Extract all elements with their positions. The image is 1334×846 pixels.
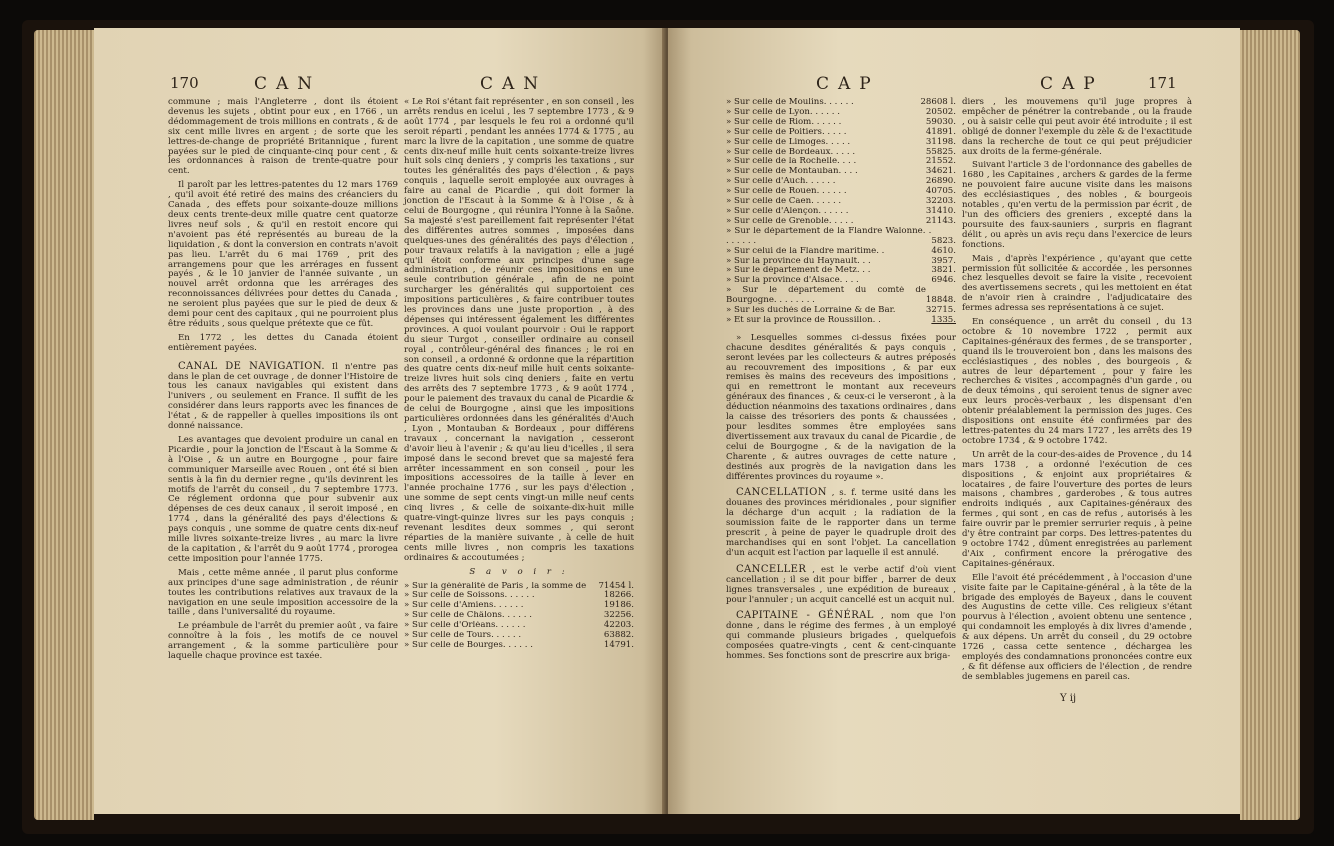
tax-entry: » Sur la province du Haynault. . . 3957. [726,255,956,266]
right-page-edges [1240,30,1300,820]
tax-list-left [404,582,634,651]
paragraph: En conséquence , un arrêt du conseil , du 13 octobre & 10 novembre 1722 , permit aux Capitaines-généraux des fermes , de se transporter , quand ils le trouveroient bon , dans les maisons des ecclésiastiques , des nobles , des bourgeois , & autres de leur département , pour y faire les recherches & visites , accompagnés d'un garde , ou de deux témoins , qui seroient tenus de signer avec eux leurs procès-verbaux , les dispensant d'en obtenir préalablement la permission des juges. Ces dispositions ont ensuite été confirmées par des lettres-patentes du 24 mars 1727 , les arrêts des 19 octobre 1734 , & 9 octobre 1742. [962,317,1192,446]
tax-entry: » Sur les duchés de Lorraine & de Bar. 32715. [726,305,956,316]
tax-entry: » Sur celle d'Auch. . . . . . 26890. [726,176,956,187]
paragraph: Le préambule de l'arrêt du premier août , va faire connoître à la fois , les motifs de ce nouvel arrangement , & la somme particulière pour laquelle chaque province est taxée. [168,621,398,662]
tax-entry: » Et sur la province de Roussillon. . 1335. [726,314,956,325]
paragraph: Il n'entre pas dans le plan de cet ouvrage , de donner l'Histoire de tous les canaux navigables qui existent dans l'univers , ou seulement en France. Il suffit de les considérer dans leurs rapports avec les finances de l'état , & de rappeller à quelles impositions ils ont donné naissance. [168,361,399,432]
entry-heading-cancellation: CANCELLATION [736,487,827,499]
running-head-right-1: CAP [816,74,880,94]
left-page [94,28,666,814]
paragraph: Un arrêt de la cour-des-aides de Provence , du 14 mars 1738 , a ordonné l'exécution de ces dispositions , & enjoint aux propriétaires & locataires , de faire l'ouverture des portes de leurs maisons , chambres , garderobes , & tous autres endroits indiqués , aux Capitaines-généraux des fermes , qui sont , en cas de refus , autorisés à les faire ouvrir par le premier serrurier requis , à peine d'y être contraint par corps. Des lettres-patentes du 9 octobre 1742 , dûment enregistrées au parlement d'Aix , confirment encore la prérogative des Capitaines-généraux. [962,449,1192,569]
running-head-right-2: CAP [1040,74,1104,94]
tax-entry: » Sur celle d'Alençon. . . . . . 31410. [726,205,956,216]
right-column-2 [962,98,1192,687]
entry-heading-canceller: CANCELLER [736,563,807,575]
paragraph: commune ; mais l'Angleterre , dont ils étoient devenus les sujets , obtint pour eux , en 1766 , un dédommagement de trois millions en contrats , & de six cent mille livres en argent ; de sorte que les lettres-de-change de propriété Britannique , furent payées sur le pied de cinquante-cinq pour cent , & les ordonnances à raison de trente-quatre pour cent. [168,97,398,177]
paragraph: Mais , d'après l'expérience , qu'ayant que cette permission fût sollicitée & accordée , les personnes chez lesquelles devoit se faire la visite , recevoient des avertissemens secrets , qui les mettoient en état de n'avoir rien à craindre , l'adjudicataire des fermes adressa ses représentations à ce sujet. [962,253,1192,314]
tax-entry: » Sur celui de la Flandre maritime. . 4610. [726,245,956,256]
tax-list-right [726,98,956,326]
tax-entry: » Sur la généralité de Paris , la somme de 71454 l. [404,580,634,591]
tax-entry: » Sur celle de Bourges. . . . . . 14791. [404,639,634,650]
entry-canal [168,362,398,432]
tax-entry: » Sur celle de Poitiers. . . . . 41891. [726,126,956,137]
running-head-left-1: CAN [254,74,322,94]
paragraph: diers , les mouvemens qu'il juge propres à empêcher de pénétrer la contrebande , ou la fraude , ou à saisir celle qui peut avoir été introduite ; il est obligé de donner l'exemple du zèle & de l'exactitude dans la recherche de tout ce qui peut préjudicier aux droits de la ferme-générale. [962,97,1192,157]
entry-capitaine-general: CAPITAINE - GÉNÉRAL , nom que l'on donne , dans le régime des fermes , à un employé qui commande plusieurs brigades , quelquefois composées quatre-vingts , cent & cent-cinquante hommes. Ses fonctions sont de prescrire aux briga- [726,610,957,662]
left-page-edges [34,30,94,820]
tax-entry: » Sur celle de Limoges. . . . . 31198. [726,136,956,147]
running-head-left-2: CAN [480,74,548,94]
entry-heading-canal: CANAL DE NAVIGATION. [178,360,325,372]
paragraph: En 1772 , les dettes du Canada étoient entièrement payées. [168,332,398,353]
tax-entry: » Sur celle de Soissons. . . . . . 18266. [404,590,634,601]
tax-entry: » Sur celle de Moulins. . . . . . 28608 l. [726,97,956,107]
entry-cancellation: CANCELLATION , s. f. terme usité dans les douanes des provinces méridionales , pour signifier la décharge d'un acquit ; la radiation de la soumission faite de le rapporter dans un terme prescrit , à peine de payer le quadruple droit des marchandises qui en sont l'objet. La cancellation d'un acquit est l'action par laquelle il est annulé. [726,487,956,558]
signature-mark: Y ij [1060,693,1077,704]
page-number-right: 171 [1148,74,1177,92]
tax-entry: » Sur celle d'Orléans. . . . . . 42203. [404,620,634,631]
tax-entry: » Sur celle de Rouen. . . . . . 40705. [726,186,956,197]
entry-canceller: CANCELLER , est le verbe actif d'où vient cancellation ; il se dit pour biffer , barrer de deux lignes transversales , une expédition de bureaux , pour l'annuler ; un acquit cancellé est un acquit nul. [726,563,956,605]
savoir-label: S a v o i r : [469,566,569,577]
quoted-decree: « Le Roi s'étant fait représenter , en son conseil , les arrêts rendus en icelui , les 7 septembre 1773 , & 9 août 1774 , par lesquels le feu roi a ordonné qu'il seroit réparti , pendant les années 1774 & 1775 , au marc la livre de la capitation , une somme de quatre cents dix-neuf mille huit cents soixante-treize livres huit sols cinq deniers , y compris les taxations , sur toutes les généralités des pays d'élection , & pays conquis , laquelle seroit employée aux ouvrages à faire au canal de Picardie , qui doit former la jonction de l'Escaut à la Somme & à l'Oise , & à celui de Bourgogne , qui réunira l'Yonne à la Saône. Sa majesté s'est pareillement fait représenter l'état des différentes autres sommes , imposées dans quelques-unes des généralités des pays d'élection , pour travaux relatifs à la navigation ; elle a jugé qu'il étoit conforme aux principes d'une sage administration , de réunir ces impositions en une seule contribution générale , afin de ne point surcharger les généralités qui supportoient ces impositions particulières , & faire contribuer toutes les provinces dans une juste proportion , à des dépenses qui intéressent également les différentes provinces. A quoi voulant pourvoir : Oui le rapport du sieur Turgot , conseiller ordinaire au conseil royal , contrôleur-général des finances ; le roi en son conseil , a ordonné & ordonne que la répartition des quatre cents dix-neuf mille huit cents soixante-treize livres huit sols cinq deniers , faite en vertu des arrêts des 7 septembre 1773 , & 9 août 1774 , pour le paiement des travaux du canal de Picardie & de celui de Bourgogne , ainsi que les impositions particulières ordonnées dans les généralités d'Auch , Lyon , Montauban & Bordeaux , pour différens travaux , concernant la navigation , cesseront d'avoir lieu à l'avenir ; & qu'au lieu d'icelles , il sera imposé dans le second brevet que sa majesté fera arrêter incessamment en son conseil , pour les impositions accessoires de la taille à lever en l'année prochaine 1776 , sur les pays d'élection , une somme de sept cents vingt-un mille neuf cents cinq livres , & celle de soixante-dix-huit mille quatre-vingt-quinze livres sur les pays conquis ; revenant lesdites deux sommes , qui seront réparties de la manière suivante , à celle de huit cents mille livres , non compris les taxations ordinaires & accoutumées ; [404,97,634,563]
right-page [668,28,1240,814]
tax-entry: » Sur celle de Châlons. . . . . . 32256. [404,610,634,621]
entry-heading-capitaine: CAPITAINE - GÉNÉRAL [736,610,874,622]
tax-entry: » Sur le département de la Flandre Walonne. . . . . . . . 5823. [726,226,956,246]
paragraph: Elle l'avoit été précédemment , à l'occasion d'une visite faite par le Capitaine-général , à la tête de la brigade des employés de Bayeux , dans le couvent des Augustins de cette ville. Ces religieux s'étant pourvus à l'élection , avoient obtenu une sentence , qui condamnoit les employés à dix livres d'amende , & aux dépens. Un arrêt du conseil , du 29 octobre 1726 , cassa cette sentence , déchargea les employés des condamnations prononcées contre eux , & fit défense aux officiers de l'élection , de rendre de semblables jugemens en pareil cas. [962,572,1192,682]
tax-entry: » Sur celle de Montauban. . . . 34621. [726,166,956,177]
tax-entry: » Sur celle de Riom. . . . . . 59030. [726,116,956,127]
tax-entry: » Sur celle de la Rochelle. . . . 21552. [726,156,956,167]
page-number-left: 170 [170,74,199,92]
tax-entry: » Sur celle de Lyon. . . . . . 20502. [726,106,956,117]
right-column-1 [726,98,956,666]
tax-entry: » Sur le département du comté de Bourgogne. . . . . . . . 18848. [726,286,956,306]
quoted-decree-end: » Lesquelles sommes ci-dessus fixées pour chacune desdites généralités & pays conquis , seront levées par les collecteurs & autres préposés au recouvrement des impositions , & par eux remises ès mains des receveurs des impositions , qui en remettront le montant aux receveurs généraux des finances , & ceux-ci le verseront , à la déduction néanmoins des taxations ordinaires , dans la caisse des trésoriers des ponts & chaussées , pour lesdites sommes être employées sans divertissement aux travaux du canal de Picardie , de celui de Bourgogne , & de la navigation de la Charente , & autres ouvrages de cette nature , destinés aux progrès de la navigation dans les différentes provinces du royaume ». [726,332,956,482]
tax-entry: » Sur celle de Bordeaux. . . . . 55825. [726,146,956,157]
tax-entry: » Sur la province d'Alsace. . . . 6946. [726,275,956,286]
tax-entry: » Sur le département de Metz. . . 3821. [726,265,956,276]
tax-entry: » Sur celle de Tours. . . . . . 63882. [404,630,634,641]
paragraph: Suivant l'article 3 de l'ordonnance des gabelles de 1680 , les Capitaines , archers & gardes de la ferme ne pouvoient faire aucune visite dans les maisons des ecclésiastiques , des nobles , & bourgeois notables , qu'en vertu de la permission par écrit , de l'un des officiers des greniers , excepté dans la poursuite des faux-sauniers , surpris en flagrant délit , ou après un avis reçu dans l'exercice de leurs fonctions. [962,160,1192,250]
paragraph: Mais , cette même année , il parut plus conforme aux principes d'une sage administration , de réunir toutes les contributions relatives aux travaux de la navigation en une seule imposition accessoire de la taille , dans l'universalité du royaume. [168,567,398,618]
left-column-2 [404,98,634,651]
tax-entry: » Sur celle de Grenoble. . . . . 21143. [726,215,956,226]
left-column-1 [168,98,398,666]
paragraph: Les avantages que devoient produire un canal en Picardie , pour la jonction de l'Escaut à la Somme & à l'Oise , & un autre en Bourgogne , pour faire communiquer Marseille avec Rouen , ont été si bien sentis à la fin du dernier regne , qu'ils devinrent les motifs de l'arrêt du conseil , du 7 septembre 1773. Ce réglement ordonna que pour subvenir aux dépenses de ces deux canaux , il seroit imposé , en 1774 , dans la généralité des pays d'élections & pays conquis , une somme de quatre cents dix-neuf mille livres soixante-treize livres , au marc la livre de la capitation , & l'arrêt du 9 août 1774 , prorogea cette imposition pour l'année 1775. [168,435,398,564]
tax-entry: » Sur celle de Caen. . . . . . 32203. [726,196,956,207]
tax-entry: » Sur celle d'Amiens. . . . . . 19186. [404,600,634,611]
paragraph: Il paroît par les lettres-patentes du 12 mars 1769 , qu'il avoit été retiré des mains des créanciers du Canada , des effets pour soixante-douze millions deux cents trente-deux mille quatre cent quatorze livres neuf sols , & qu'il en restoit encore qui n'avoient pas été représentés au bureau de la liquidation , & dont la conversion en contrats n'avoit pas lieu. L'arrêt du 6 mai 1769 , prit des arrangemens pour que les arrérages en fussent payés , & le 10 janvier de l'année suivante , un nouvel arrêt ordonna que les arrérages des reconnoissances délivrées pour dettes du Canada , ne seroient plus payées que sur le pied de deux & demi pour cent des capitaux , qui ne pourroient plus être réduits , sous quelque prétexte que ce fût. [168,180,398,329]
